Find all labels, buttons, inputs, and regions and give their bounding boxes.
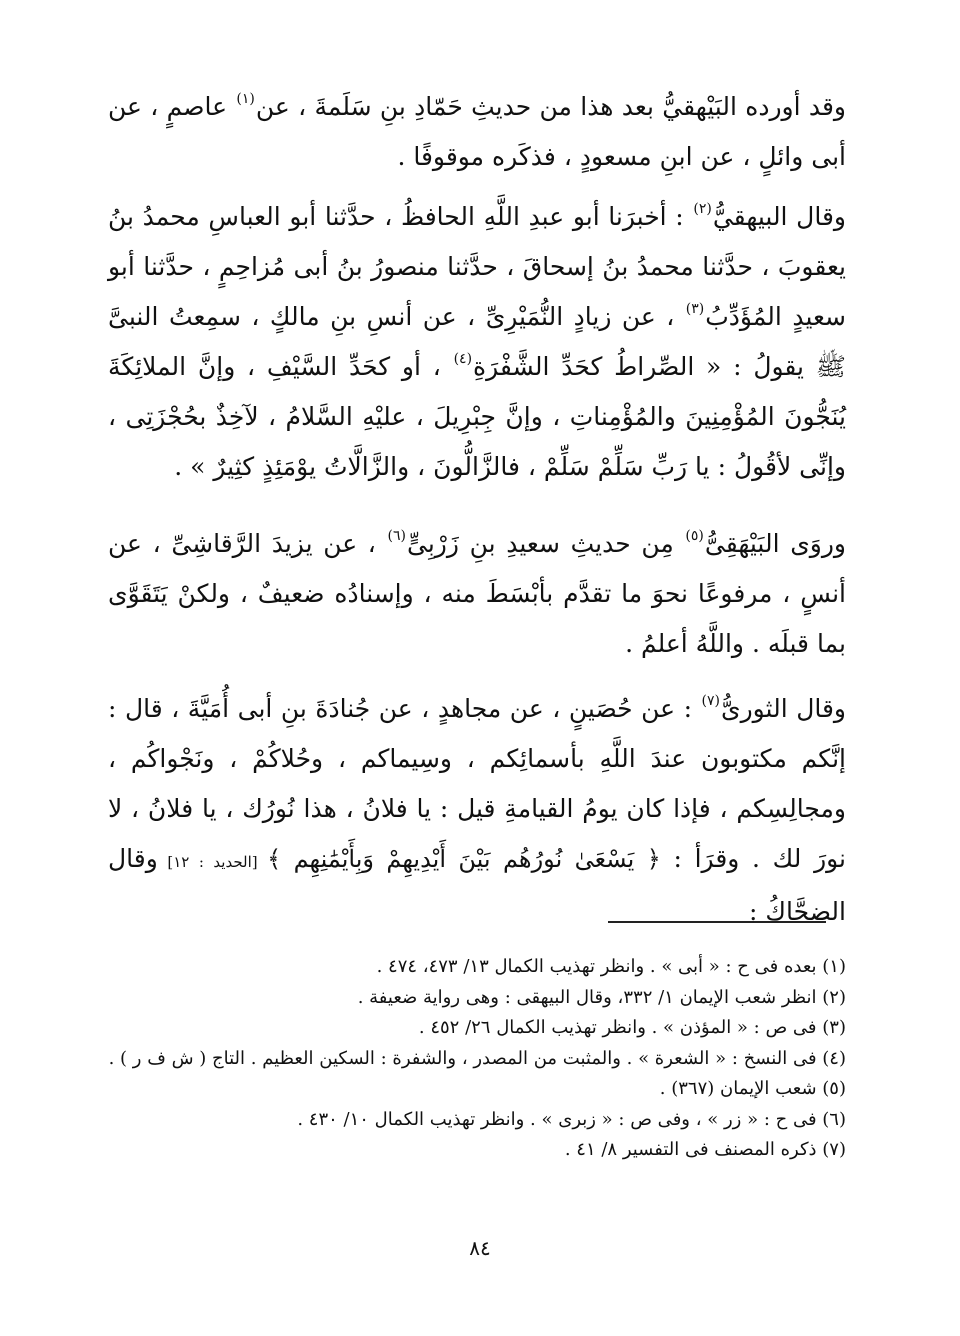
paragraph-1-text: عاصمٍ ، عن أبى وائلٍ ، عن ابنِ مسعودٍ ، فذكَره موقوفًا . xyxy=(108,92,846,171)
footnote-6: (٦) فى ح : « زر » ، وفى ص : « زبرى » . وانظر تهذيب الكمال ١٠/ ٤٣٠ . xyxy=(297,1108,846,1130)
footnote-ref-4[interactable]: (٤) xyxy=(453,351,473,367)
paragraph-2 xyxy=(108,192,846,492)
footnote-ref-2[interactable]: (٢) xyxy=(693,201,712,217)
verse-reference: [الحديد : ١٢] xyxy=(157,853,268,871)
paragraph-4-text: وقال الثورىُّ xyxy=(721,694,846,723)
footnote-ref-1[interactable]: (١) xyxy=(236,91,255,107)
footnote-2: (٢) انظر شعب الإيمان ١/ ٣٣٢، وقال البيهقى : وهى رواية ضعيفة . xyxy=(357,986,846,1008)
paragraph-4-text: وقال الضحَّاكُ : xyxy=(108,844,846,926)
footnote-separator xyxy=(608,921,826,923)
paragraph-1 xyxy=(108,82,846,182)
footnote-ref-7[interactable]: (٧) xyxy=(701,693,720,709)
paragraph-2-text: ، أو كحَدِّ السَّيْفِ ، وإنَّ الملائِكَةَ يُنَجُّونَ المُؤْمِنِينَ والمُؤْمِناتِ ، وإنَّ جِبْرِيلَ ، عليْهِ السَّلامُ ، لآخِذٌ بحُجْزَتِى ، وإنِّى لأقُولُ : يا رَبِّ سَلِّمْ سَلِّمْ ، فالزَّالُّونَ ، والزَّالَّاتُ يوْمَئِذٍ كثِيرٌ » . xyxy=(108,352,846,481)
paragraph-3-text: مِن حديثِ سعيدِ بنِ زَرْبِىٍّ xyxy=(407,529,685,558)
footnote-1: (١) بعده فى ح : « أبى » . وانظر تهذيب الكمال ١٣/ ٤٧٣، ٤٧٤ . xyxy=(376,956,846,977)
footnote-4: (٤) فى النسخ : « الشعرة » . والمثبت من المصدر ، والشفرة : السكين العظيم . التاج ( ش ف ر ) . xyxy=(108,1047,846,1069)
footnotes-list xyxy=(108,952,846,1166)
paragraph-2-text: ، عن زيادٍ النُّمَيْرِىِّ ، عن أنسِ بنِ مالكٍ ، سمِعتُ النبىَّ ﷺ يقولُ : « الصِّراطُ كحَدِّ الشَّفْرَةِ xyxy=(108,302,846,381)
footnote-ref-5[interactable]: (٥) xyxy=(685,528,704,544)
paragraph-2-text: : أخبرَنا أبو عبدِ اللَّهِ الحافظُ ، حدَّثنا أبو العباسِ محمدُ بنُ يعقوبَ ، حدَّثنا محمدُ بنُ إسحاقَ ، حدَّثنا منصورُ بنُ أبى مُزاحِمٍ ، حدَّثنا أبو سعيدٍ المُؤَدِّبُ xyxy=(108,202,846,331)
paragraph-1-text: وقد أورده البَيْهقيُّ بعد هذا من حديثِ حَمّادِ بنِ سَلَمةَ ، عن xyxy=(255,92,846,121)
paragraph-4 xyxy=(108,684,846,937)
footnote-ref-6[interactable]: (٦) xyxy=(387,528,406,544)
paragraph-3-text: وروَى البَيْهَقِىُّ xyxy=(704,529,846,558)
page-number: ٨٤ xyxy=(469,1236,491,1260)
footnote-5: (٥) شعب الإيمان (٣٦٧) . xyxy=(659,1078,846,1099)
paragraph-3 xyxy=(108,519,846,669)
paragraph-4-text: : عن حُصَينٍ ، عن مجاهدٍ ، عن جُنادَةَ بنِ أبى أُمَيَّةَ ، قال : إنَّكم مكتوبون عندَ اللَّهِ بأسمائِكم ، وسِيماكم ، وحُلاكُمْ ، ونَجْواكُم ، ومجالِسِكم ، فإذا كان يومُ القيامةِ قيل : يا فلانُ ، هذا نُورُك ، يا فلانُ ، لا نورَ لك . وقرَأ : xyxy=(108,694,847,873)
footnote-ref-3[interactable]: (٣) xyxy=(685,301,705,317)
paragraph-3-text: ، عن يزيدَ الرَّقاشِىِّ ، عن أنسٍ ، مرفوعًا نحوَ ما تقدَّم بأبْسَطَ منه ، وإسنادُه ضعيفٌ ، ولكنْ يَتَقَوَّى بما قبلَه . واللَّهُ أعلمُ . xyxy=(108,529,846,658)
footnote-3: (٣) فى ص : « المؤذن » . وانظر تهذيب الكمال ٢٦/ ٤٥٢ . xyxy=(418,1017,846,1038)
footnote-7: (٧) ذكره المصنف فى التفسير ٨/ ٤١ . xyxy=(564,1139,846,1160)
quran-verse: ﴿ يَسْعَىٰ نُورُهُم بَيْنَ أَيْدِيهِمْ وَبِأَيْمَٰنِهِم ﴾ xyxy=(267,845,661,873)
paragraph-2-text: وقال البيهقيُّ xyxy=(712,202,846,231)
